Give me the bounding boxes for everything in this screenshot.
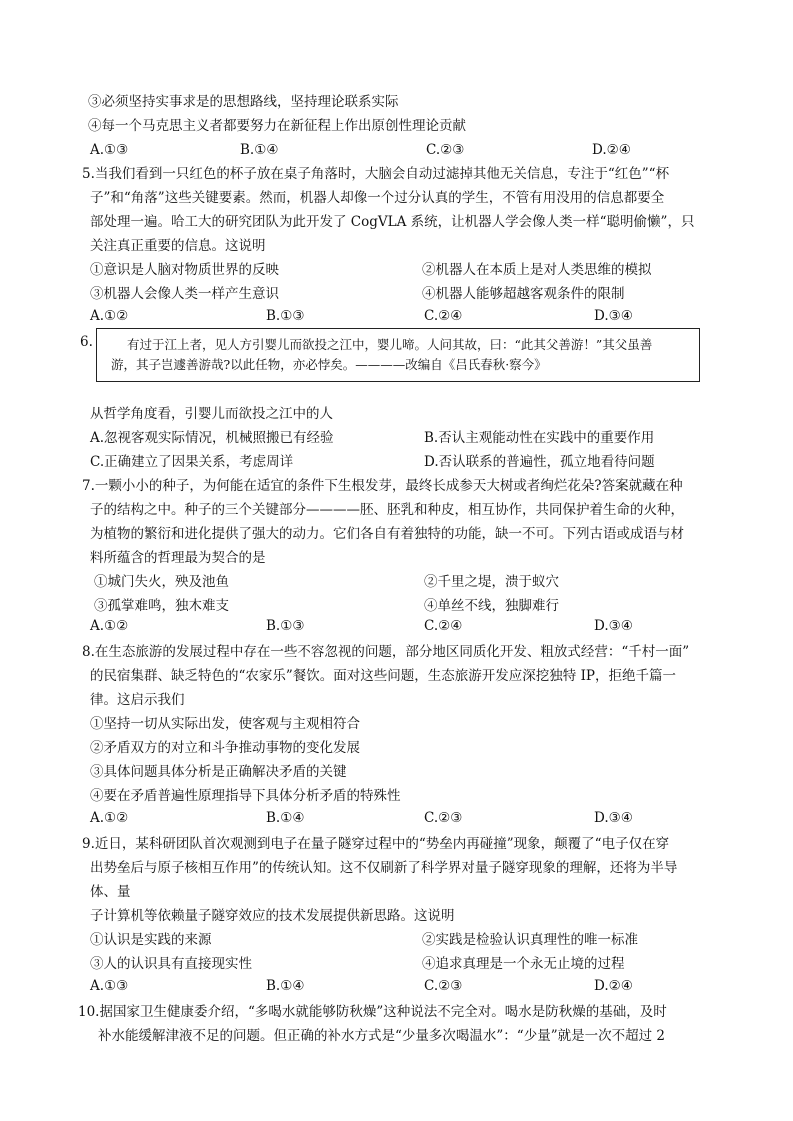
q9-choice-c: C.②③	[424, 978, 463, 994]
q8-option-1: ①坚持一切从实际出发，使客观与主观相符合	[90, 716, 360, 732]
q9-stem-line-4: 子计算机等依赖量子隧穿效应的技术发展提供新思路。这说明	[90, 908, 455, 924]
q5-choices	[0, 306, 793, 326]
q4-choice-b: B.①④	[240, 142, 279, 158]
q5-choice-b: B.①③	[266, 308, 305, 324]
q4-choice-c: C.②③	[426, 142, 465, 158]
q5-option-4: ④机器人能够超越客观条件的限制	[422, 286, 625, 302]
q8-choices	[0, 808, 793, 828]
q5-stem-line-1: 5.当我们看到一只红色的杯子放在桌子角落时，大脑会自动过滤掉其他无关信息，专注于“红色”“杯	[82, 166, 670, 182]
q6-stem: 从哲学角度看，引婴儿而欲投之江中的人	[90, 406, 333, 422]
q8-stem-line-3: 律。这启示我们	[90, 692, 185, 708]
q7-option-3: ③孤掌难鸣，独木难支	[94, 598, 229, 614]
q9-option-3: ③人的认识具有直接现实性	[90, 956, 252, 972]
q6-choice-d: D.否认联系的普遍性，孤立地看待问题	[424, 454, 655, 470]
q9-choice-b: B.①④	[266, 978, 305, 994]
q8-option-3: ③具体问题具体分析是正确解决矛盾的关键	[90, 764, 347, 780]
q8-stem-line-2: 的民宿集群、缺乏特色的“农家乐”餐饮。面对这些问题，生态旅游开发应深挖独特 IP，拒绝千篇一	[90, 668, 677, 684]
q7-option-4: ④单丝不线，独脚难行	[424, 598, 559, 614]
q6-material-line-2: 游，其子岂遽善游哉?以此任物，亦必悖矣。————改编自《吕氏春秋·察今》	[111, 357, 547, 372]
q6-choices-row-2	[0, 452, 793, 472]
q5-choice-d: D.③④	[594, 308, 633, 324]
q4-choice-d: D.②④	[592, 142, 631, 158]
q5-options-row-2	[0, 284, 793, 304]
q7-choices	[0, 616, 793, 636]
q6-material-line-1: 有过于江上者，见人方引婴儿而欲投之江中，婴儿啼。人问其故，曰：“此其父善游！”其父虽善	[127, 337, 653, 352]
q8-choice-b: B.①④	[266, 810, 305, 826]
q9-stem-line-2: 出势垒后与原子核相互作用”的传统认知。这不仅刷新了科学界对量子隧穿现象的理解，还将为半导	[90, 860, 678, 876]
q8-choice-a: A.①②	[90, 810, 129, 826]
q4-option-4: ④每一个马克思主义者都要努力在新征程上作出原创性理论贡献	[88, 118, 466, 134]
q5-option-3: ③机器人会像人类一样产生意识	[90, 286, 279, 302]
q5-choice-c: C.②④	[424, 308, 463, 324]
q5-stem-line-4: 关注真正重要的信息。这说明	[90, 238, 266, 254]
q5-option-2: ②机器人在本质上是对人类思维的模拟	[422, 262, 652, 278]
q7-stem-line-4: 料所蕴含的哲理最为契合的是	[90, 550, 266, 566]
q4-option-3: ③必须坚持实事求是的思想路线，坚持理论联系实际	[88, 94, 399, 110]
q6-choice-b: B.否认主观能动性在实践中的重要作用	[424, 430, 655, 446]
q8-stem-line-1: 8.在生态旅游的发展过程中存在一些不容忽视的问题，部分地区同质化开发、粗放式经营：“千村一面”	[82, 644, 690, 660]
q7-choice-d: D.③④	[594, 618, 633, 634]
q9-option-2: ②实践是检验认识真理性的唯一标准	[422, 932, 638, 948]
q9-choices	[0, 976, 793, 996]
q8-choice-c: C.②③	[424, 810, 463, 826]
q9-option-1: ①认识是实践的来源	[90, 932, 212, 948]
q9-option-4: ④追求真理是一个永无止境的过程	[422, 956, 625, 972]
q10-stem-line-2: 补水能缓解津液不足的问题。但正确的补水方式是“少量多次喝温水”：“少量”就是一次不超过 2	[98, 1028, 665, 1044]
q7-options-row-2	[0, 596, 793, 616]
q8-choice-d: D.③④	[594, 810, 633, 826]
q8-option-4: ④要在矛盾普遍性原理指导下具体分析矛盾的特殊性	[90, 788, 401, 804]
q6-number: 6.	[80, 334, 93, 350]
q6-choices-row-1	[0, 428, 793, 448]
q7-options-row-1	[0, 572, 793, 592]
q7-choice-a: A.①②	[90, 618, 129, 634]
q9-stem-line-1: 9.近日，某科研团队首次观测到电子在量子隧穿过程中的“势垒内再碰撞”现象，颠覆了“电子仅在穿	[82, 836, 670, 852]
q9-choice-d: D.②④	[594, 978, 633, 994]
q9-options-row-1	[0, 930, 793, 950]
q7-option-1: ①城门失火，殃及池鱼	[94, 574, 229, 590]
q5-choice-a: A.①②	[90, 308, 129, 324]
q10-stem-line-1: 10.据国家卫生健康委介绍，“多喝水就能够防秋燥”这种说法不完全对。喝水是防秋燥的基础，及时	[78, 1004, 667, 1020]
q8-option-2: ②矛盾双方的对立和斗争推动事物的变化发展	[90, 740, 360, 756]
q7-stem-line-1: 7.一颗小小的种子，为何能在适宜的条件下生根发芽，最终长成参天大树或者绚烂花朵?答案就藏在种	[82, 478, 683, 494]
q5-options-row-1	[0, 260, 793, 280]
q5-stem-line-3: 部处理一遍。哈工大的研究团队为此开发了 CogVLA 系统，让机器人学会像人类一样“聪明偷懒”，只	[90, 214, 695, 230]
q9-choice-a: A.①③	[90, 978, 129, 994]
q9-options-row-2	[0, 954, 793, 974]
q7-stem-line-2: 子的结构之中。种子的三个关键部分————胚、胚乳和种皮，相互协作，共同保护着生命的火种，	[90, 502, 684, 518]
q7-choice-c: C.②④	[424, 618, 463, 634]
q5-stem-line-2: 子”和“角落”这些关键要素。然而，机器人却像一个过分认真的学生，不管有用没用的信息都要全	[90, 190, 665, 206]
q5-option-1: ①意识是人脑对物质世界的反映	[90, 262, 279, 278]
q6-choice-c: C.正确建立了因果关系，考虑周详	[90, 454, 294, 470]
q4-choices	[0, 140, 793, 160]
q7-stem-line-3: 为植物的繁衍和进化提供了强大的动力。它们各自有着独特的功能，缺一不可。下列古语或成语与材	[90, 526, 684, 542]
q7-option-2: ②千里之堤，溃于蚁穴	[424, 574, 559, 590]
q9-stem-line-3: 体、量	[90, 884, 131, 900]
q6-material-box	[96, 328, 700, 382]
q4-choice-a: A.①③	[90, 142, 129, 158]
q7-choice-b: B.①③	[266, 618, 305, 634]
q6-choice-a: A.忽视客观实际情况，机械照搬已有经验	[90, 430, 334, 446]
